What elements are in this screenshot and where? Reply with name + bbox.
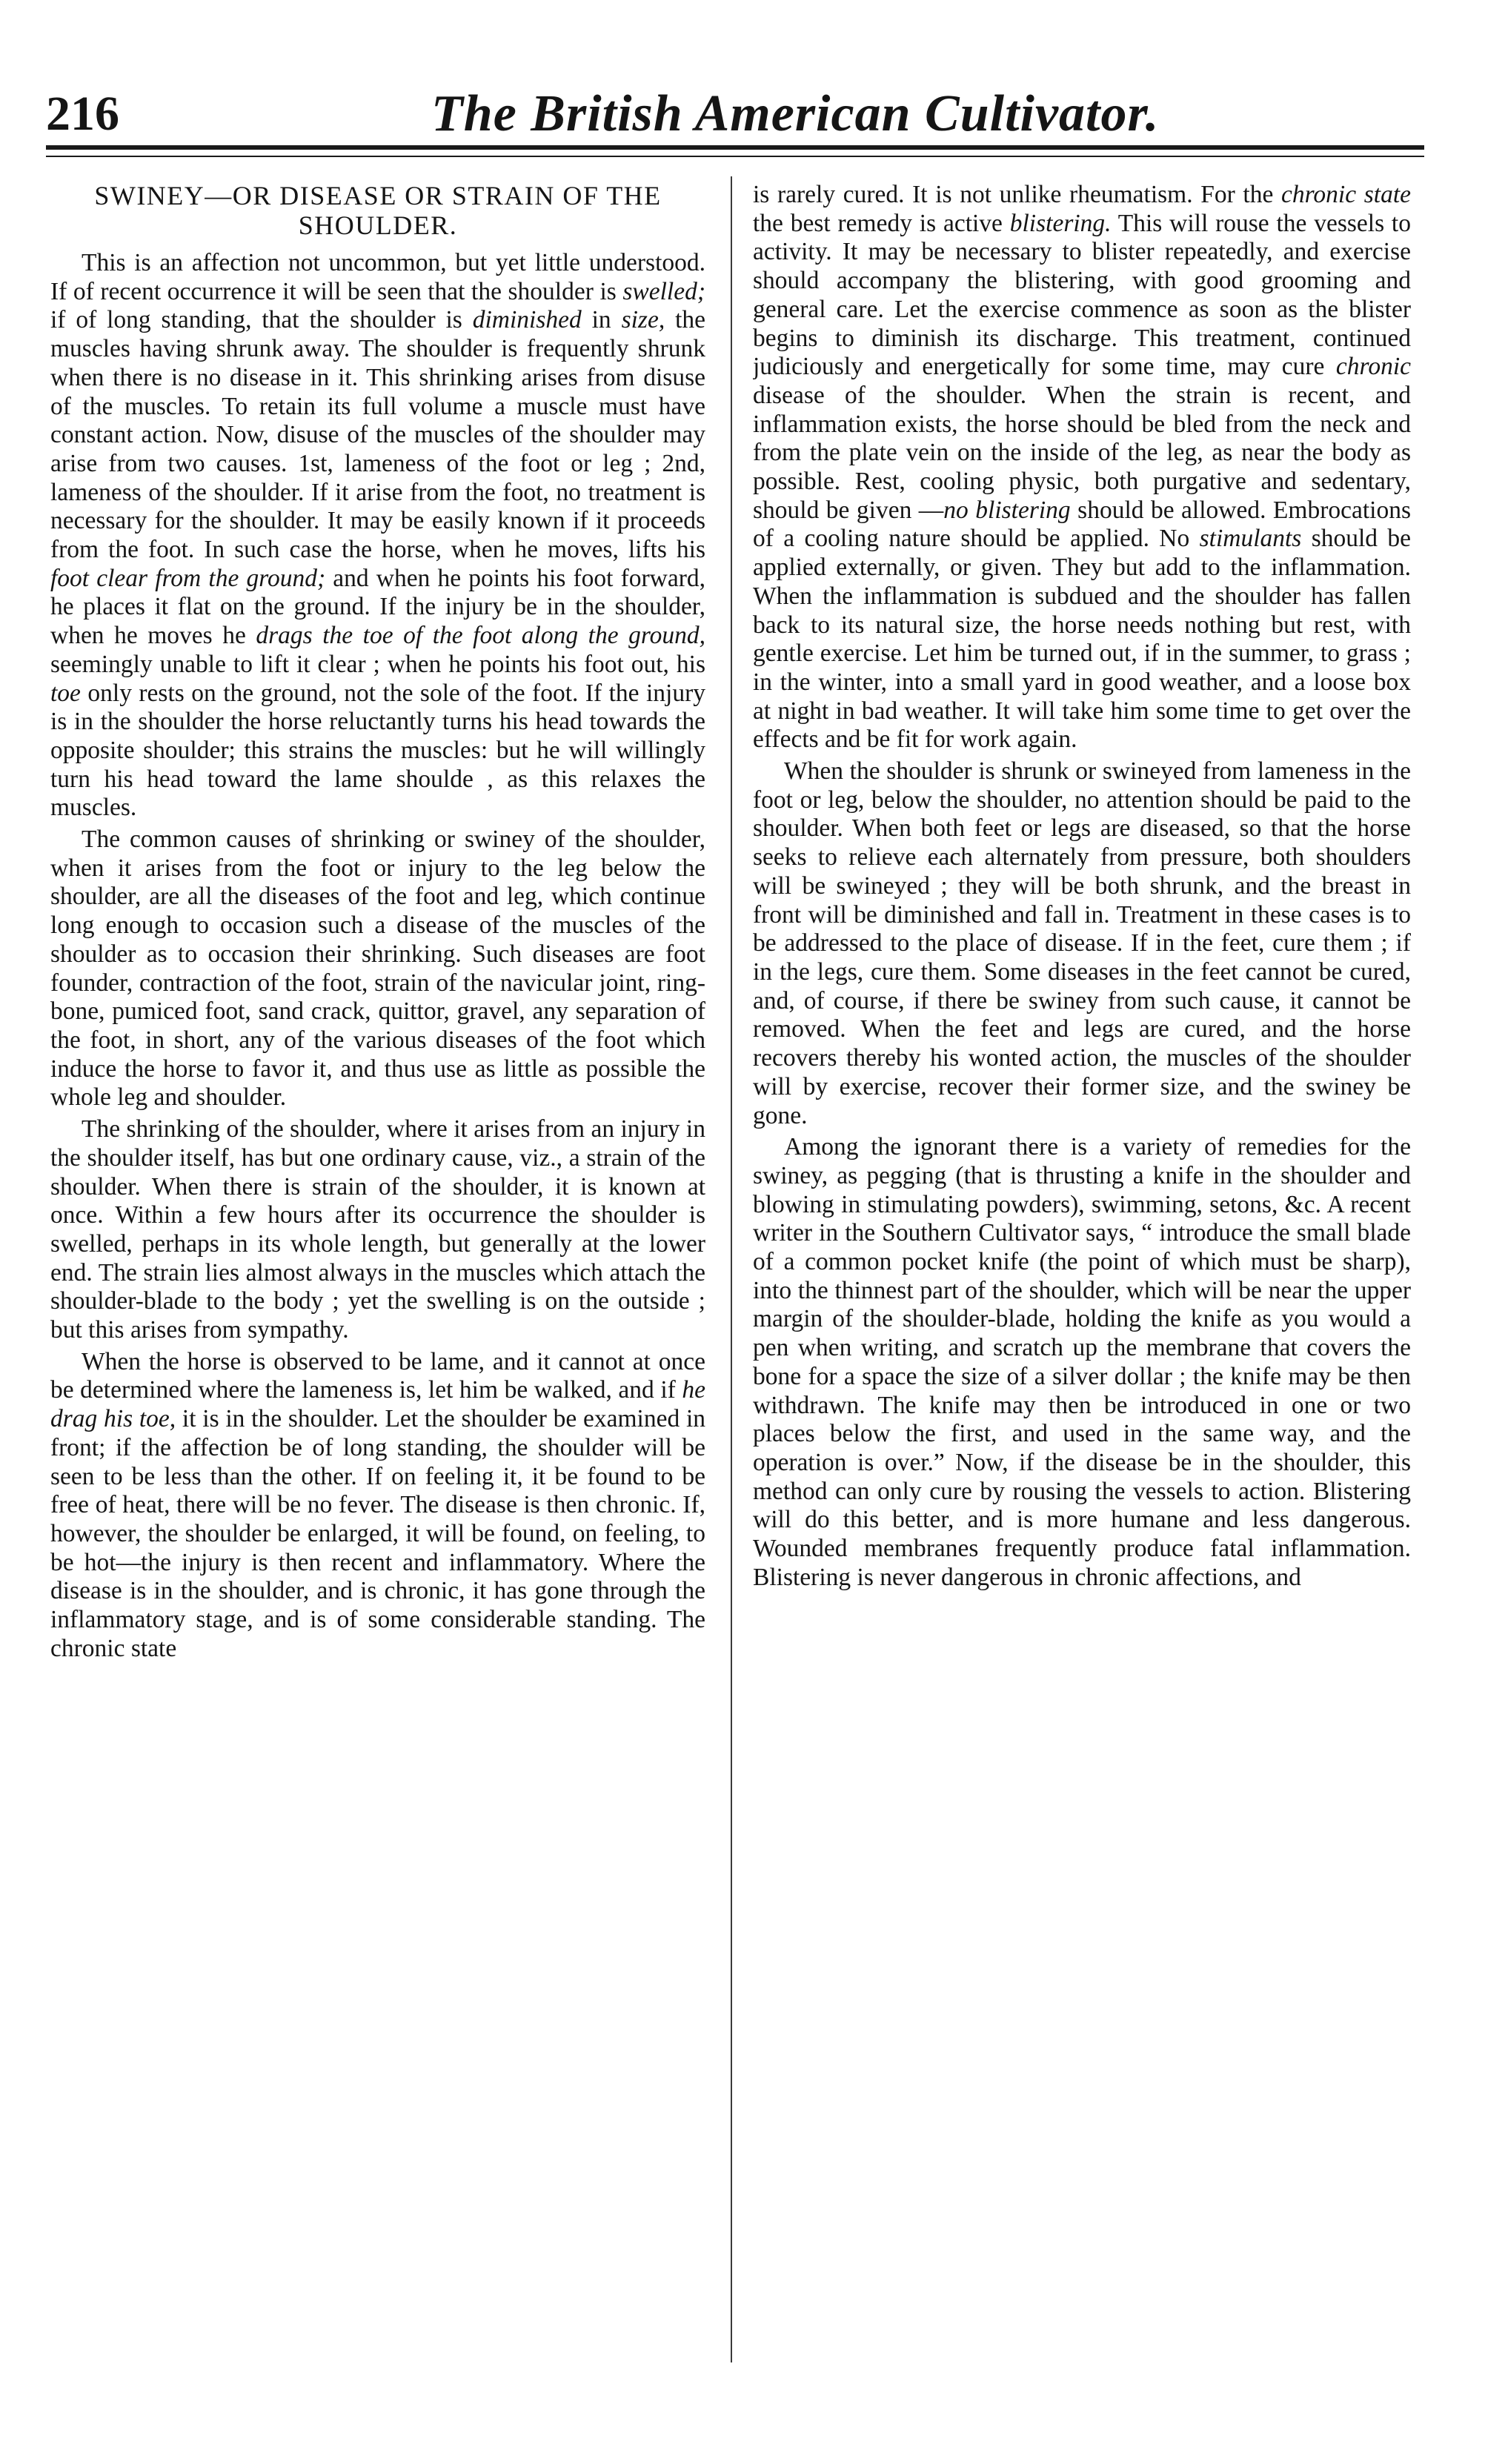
left-column — [50, 181, 705, 2367]
paragraph: This is an affection not uncommon, but yet little understood. If of recent occurrence it will be seen that the shoulder is swelled; if of long standing, that the shoulder is diminished in size, the muscles having shrunk away. The shoulder is frequently shrunk when there is no disease in it. This shrinking arises from disuse of the muscles. To retain its full volume a muscle must have constant action. Now, disuse of the muscles of the shoulder may arise from two causes. 1st, lameness of the foot or leg ; 2nd, lameness of the shoulder. If it arise from the foot, no treatment is necessary for the shoulder. It may be easily known if it proceeds from the foot. In such case the horse, when he moves, lifts his foot clear from the ground; and when he points his foot forward, he places it flat on the ground. If the injury be in the shoulder, when he moves he drags the toe of the foot along the ground, seemingly unable to lift it clear ; when he points his foot out, his toe only rests on the ground, not the sole of the foot. If the injury is in the shoulder the horse reluctantly turns his head towards the opposite shoulder; this strains the muscles: but he will willingly turn his head toward the lame shoulde , as this relaxes the muscles. — [50, 249, 705, 822]
paragraph: The shrinking of the shoulder, where it arises from an injury in the shoulder itself, has but one ordinary cause, viz., a strain of the shoulder. When there is strain of the shoulder, it is known at once. Within a few hours after its occurrence the shoulder is swelled, perhaps in its whole length, but generally at the lower end. The strain lies almost always in the muscles which attach the shoulder-blade to the body ; yet the swelling is on the outside ; but this arises from sympathy. — [50, 1115, 705, 1344]
paragraph: Among the ignorant there is a variety of remedies for the swiney, as pegging (that is thrusting a knife in the shoulder and blowing in stimulating powders), swimming, setons, &c. A recent writer in the Southern Cultivator says, “ introduce the small blade of a common pocket knife (the point of which must be sharp), into the thinnest part of the shoulder, which will be near the upper margin of the shoulder-blade, holding the knife as you would a pen when writing, and scratch up the membrane that covers the bone for a space the size of a silver dollar ; the knife may be then withdrawn. The knife may then be introduced in one or two places below the first, and used in the same way, and the operation is over.” Now, if the disease be in the shoulder, this method can only cure by rousing the vessels to action. Blistering will do this better, and is more humane and less dangerous. Wounded membranes frequently produce fatal inflammation. Blistering is never dangerous in chronic affections, and — [753, 1133, 1411, 1591]
header-rule-thin — [46, 156, 1424, 157]
paragraph-continued: is rarely cured. It is not unlike rheumatism. For the chronic state the best remedy is active blistering. This will rouse the vessels to activity. It may be necessary to blister repeatedly, and exercise should accompany the blistering, with good grooming and general care. Let the exercise commence as soon as the blister begins to diminish its discharge. This treatment, continued judiciously and energetically for some time, may cure chronic disease of the shoulder. When the strain is recent, and inflammation exists, the horse should be bled from the neck and from the plate vein on the inside of the leg, as near the body as possible. Rest, cooling physic, both purgative and sedentary, should be given —no blistering should be allowed. Embrocations of a cooling nature should be applied. No stimulants should be applied externally, or given. They but add to the inflammation. When the inflammation is subdued and the shoulder has fallen back to its natural size, the horse needs nothing but rest, with gentle exercise. Let him be turned out, if in the summer, to grass ; in the winter, into a small yard in good weather, and a loose box at night in bad weather. It will take him some time to get over the effects and be fit for work again. — [753, 181, 1411, 754]
header-rule-thick — [46, 145, 1424, 150]
paragraph: When the shoulder is shrunk or swineyed from lameness in the foot or leg, below the shoulder, no attention should be paid to the shoulder. When both feet or legs are diseased, so that the horse seeks to relieve each alternately from pressure, both shoulders will be swineyed ; they will be both shrunk, and the breast in front will be diminished and fall in. Treatment in these cases is to be addressed to the place of disease. If in the feet, cure them ; if in the legs, cure them. Some diseases in the feet cannot be cured, and, of course, if there be swiney from such cause, it cannot be removed. When the feet and legs are cured, and the horse recovers thereby his wonted action, the muscles of the shoulder will by exercise, recover their former size, and the swiney be gone. — [753, 757, 1411, 1129]
running-header — [46, 73, 1424, 154]
column-divider — [731, 176, 732, 2362]
page-number: 216 — [46, 87, 119, 141]
journal-title: The British American Cultivator. — [431, 85, 1160, 142]
right-column — [753, 181, 1411, 2367]
paragraph: When the horse is observed to be lame, and it cannot at once be determined where the lameness is, let him be walked, and if he drag his toe, it is in the shoulder. Let the shoulder be examined in front; if the affection be of long standing, the shoulder will be seen to be less than the other. If on feeling it, it be found to be free of heat, there will be no fever. The disease is then chronic. If, however, the shoulder be enlarged, it will be found, on feeling, to be hot—the injury is then recent and inflammatory. Where the disease is in the shoulder, and is chronic, it has gone through the inflammatory stage, and is of some considerable standing. The chronic state — [50, 1347, 705, 1662]
article-title: SWINEY—OR DISEASE OR STRAIN OF THE SHOULDER. — [94, 181, 662, 240]
paragraph: The common causes of shrinking or swiney of the shoulder, when it arises from the foot or injury to the leg below the shoulder, are all the diseases of the foot and leg, which continue long enough to occasion such a disease of the muscles of the shoulder as to occasion their shrinking. Such diseases are foot founder, contraction of the foot, strain of the navicular joint, ring-bone, pumiced foot, sand crack, quittor, gravel, any separation of the foot, in short, any of the various diseases of the foot which induce the horse to favor it, and thus use as little as possible the whole leg and shoulder. — [50, 826, 705, 1112]
